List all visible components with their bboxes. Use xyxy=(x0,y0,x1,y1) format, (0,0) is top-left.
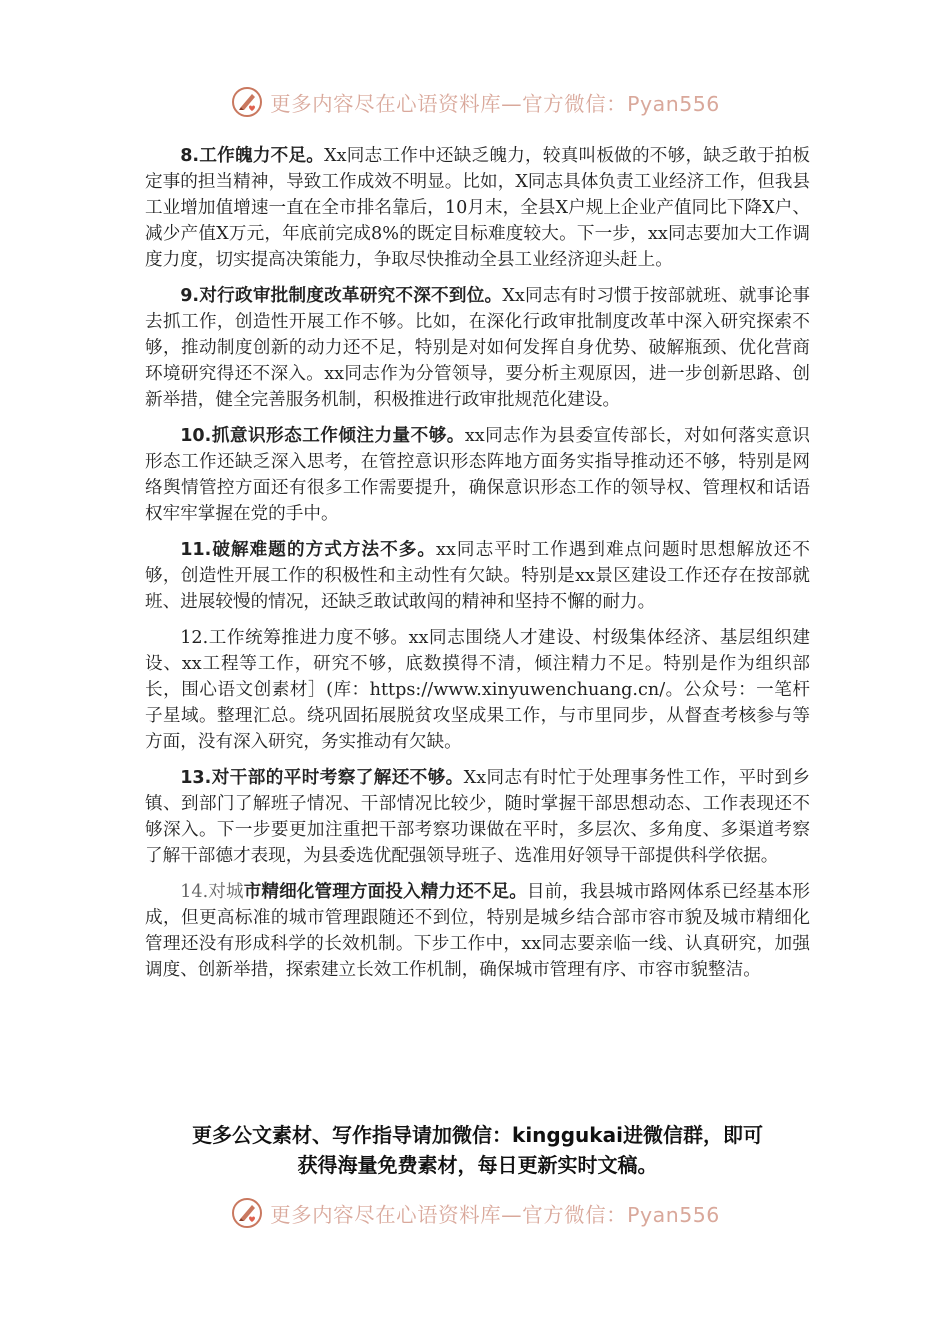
watermark-footer xyxy=(0,1193,950,1233)
paragraph-heading: 12.工作统筹推进力度不够。 xyxy=(180,628,409,648)
watermark-text: 更多内容尽在心语资料库—官方微信：Pyan556 xyxy=(270,92,720,116)
paragraph-text: Xx同志有时习惯于按部就班、就事论事去抓工作，创造性开展工作不够。比如，在深化行政审批制度改革中深入研究探索不够，推动制度创新的动力还不足，特别是对如何发挥自身优势、破解瓶颈、优化营商环境研究得还不深入。xx同志作为分管领导，要分析主观原因，进一步创新思路、创新举措，健全完善服务机制，积极推进行政审批规范化建设。 xyxy=(145,286,810,410)
paragraph-text: xx同志围绕人才建设、村级集体经济、基层组织建设、xx工程等工作，研究不够，底数摸得不清，倾注精力不足。特别是作为组织部长，围心语文创素材］(库：https://www.xinyuwenchuang.cn/。公众号：一笔杆子星域。整理汇总。绕巩固拓展脱贫攻坚成果工作，与市里同步，从督查考核参与等方面，没有深入研究，务实推动有欠缺。 xyxy=(145,628,810,752)
wechat-notice xyxy=(145,1120,810,1180)
pen-heart-logo-icon xyxy=(230,1196,264,1230)
paragraph-8 xyxy=(145,143,810,273)
paragraph-heading-prefix: 14.对城 xyxy=(180,882,244,902)
paragraph-12 xyxy=(145,625,810,755)
document-body xyxy=(145,143,810,993)
paragraph-heading: 9.对行政审批制度改革研究不深不到位。 xyxy=(180,286,503,306)
paragraph-9 xyxy=(145,283,810,413)
paragraph-text: Xx同志有时忙于处理事务性工作，平时到乡镇、到部门了解班子情况、干部情况比较少，随时掌握干部思想动态、工作表现还不够深入。下一步要更加注重把干部考察功课做在平时，多层次、多角度、多渠道考察了解干部德才表现，为县委选优配强领导班子、选准用好领导干部提供科学依据。 xyxy=(145,768,811,866)
notice-line-1: 更多公文素材、写作指导请加微信：kinggukai进微信群，即可 xyxy=(192,1123,763,1147)
pen-heart-logo-icon xyxy=(230,85,264,119)
paragraph-heading: 8.工作魄力不足。 xyxy=(180,146,325,166)
paragraph-14 xyxy=(145,879,810,983)
paragraph-text: xx同志作为县委宣传部长，对如何落实意识形态工作还缺乏深入思考，在管控意识形态阵地方面务实指导推动还不够，特别是网络舆情管控方面还有很多工作需要提升，确保意识形态工作的领导权、管理权和话语权牢牢掌握在党的手中。 xyxy=(145,426,810,524)
paragraph-heading: 11.破解难题的方式方法不多。 xyxy=(180,540,437,560)
watermark-text: 更多内容尽在心语资料库—官方微信：Pyan556 xyxy=(270,1203,720,1227)
paragraph-text: Xx同志工作中还缺乏魄力，较真叫板做的不够，缺乏敢于拍板定事的担当精神，导致工作成效不明显。比如，X同志具体负责工业经济工作，但我县工业增加值增速一直在全市排名靠后，10月末，全县X户规上企业产值同比下降X户、减少产值X万元，年底前完成8%的既定目标难度较大。下一步，xx同志要加大工作调度力度，切实提高决策能力，争取尽快推动全县工业经济迎头赶上。 xyxy=(145,146,810,270)
paragraph-11 xyxy=(145,537,810,615)
notice-line-2: 获得海量免费素材，每日更新实时文稿。 xyxy=(297,1153,658,1177)
paragraph-heading: 13.对干部的平时考察了解还不够。 xyxy=(180,768,464,788)
paragraph-text: xx同志平时工作遇到难点问题时思想解放还不够，创造性开展工作的积极性和主动性有欠缺。特别是xx景区建设工作还存在按部就班、进展较慢的情况，还缺乏敢试敢闯的精神和坚持不懈的耐力。 xyxy=(145,540,810,612)
paragraph-heading: 10.抓意识形态工作倾注力量不够。 xyxy=(180,426,465,446)
paragraph-13 xyxy=(145,765,810,869)
paragraph-10 xyxy=(145,423,810,527)
paragraph-heading: 市精细化管理方面投入精力还不足。 xyxy=(243,882,527,902)
watermark-header xyxy=(0,82,950,122)
paragraph-text: 目前，我县城市路网体系已经基本形成，但更高标准的城市管理跟随还不到位，特别是城乡结合部市容市貌及城市精细化管理还没有形成科学的长效机制。下步工作中，xx同志要亲临一线、认真研究，加强调度、创新举措，探索建立长效工作机制，确保城市管理有序、市容市貌整洁。 xyxy=(145,882,810,980)
